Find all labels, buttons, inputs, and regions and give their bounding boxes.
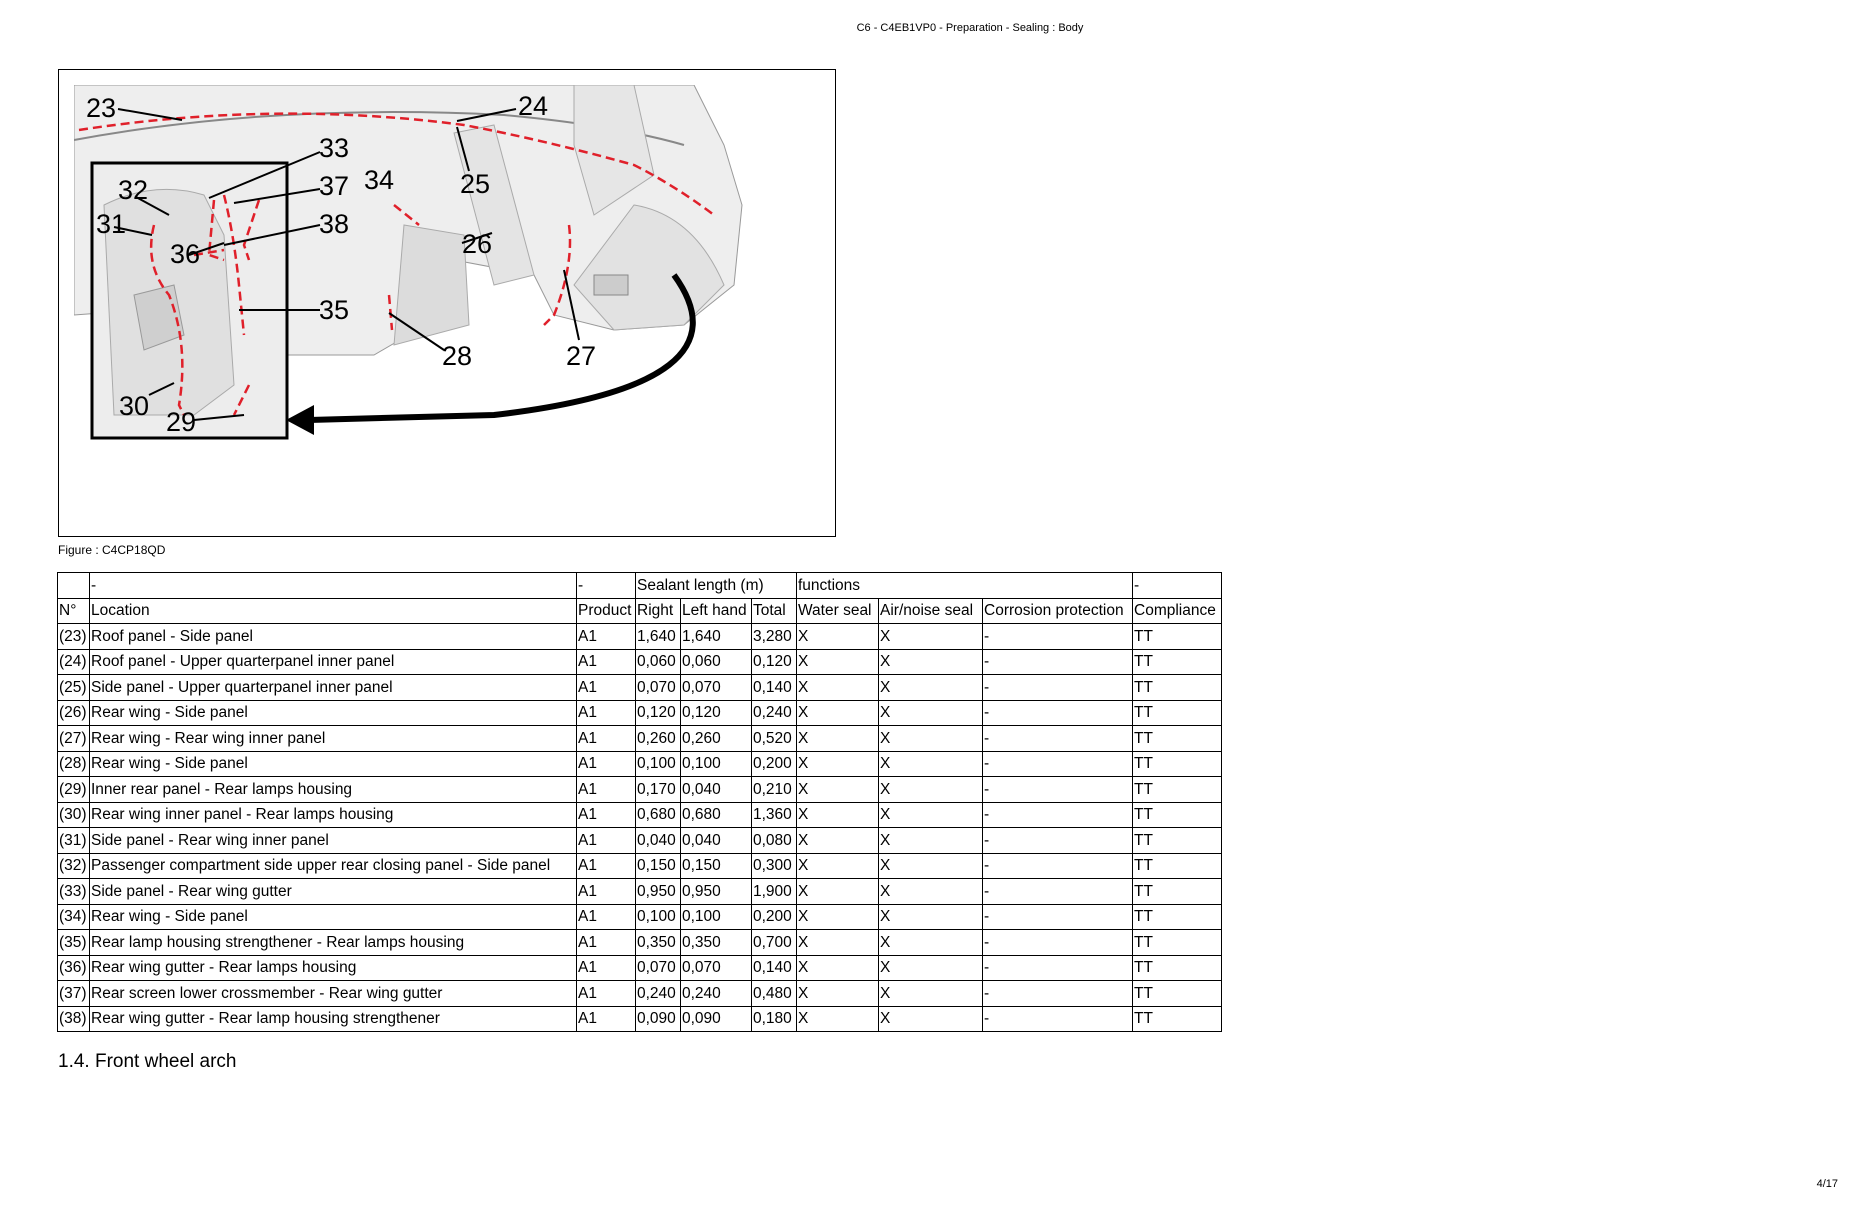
- table-cell: A1: [577, 930, 636, 956]
- table-cell: 1,900: [752, 879, 797, 905]
- table-cell: -: [983, 879, 1133, 905]
- table-cell: X: [797, 802, 879, 828]
- table-cell: 0,100: [636, 751, 681, 777]
- table-cell: 0,950: [681, 879, 752, 905]
- table-cell: A1: [577, 879, 636, 905]
- table-cell: (33): [58, 879, 90, 905]
- table-cell: TT: [1133, 955, 1222, 981]
- table-cell: X: [879, 828, 983, 854]
- table-cell: Rear wing - Side panel: [90, 700, 577, 726]
- table-cell: X: [879, 700, 983, 726]
- page-number: 4/17: [1816, 1178, 1838, 1190]
- table-cell: X: [879, 624, 983, 650]
- table-cell: 0,100: [636, 904, 681, 930]
- table-cell: -: [983, 904, 1133, 930]
- table-cell: X: [879, 1006, 983, 1032]
- table-cell: TT: [1133, 904, 1222, 930]
- table-cell: 0,680: [636, 802, 681, 828]
- table-cell: X: [797, 726, 879, 752]
- table-cell: 0,350: [636, 930, 681, 956]
- table-cell: A1: [577, 726, 636, 752]
- table-row: [58, 981, 1222, 1007]
- table-cell: X: [797, 955, 879, 981]
- table-cell: Roof panel - Upper quarterpanel inner panel: [90, 649, 577, 675]
- table-cell: (28): [58, 751, 90, 777]
- table-header-cell: Corrosion protection: [983, 598, 1133, 624]
- table-row: [58, 726, 1222, 752]
- table-row: [58, 675, 1222, 701]
- table-cell: (31): [58, 828, 90, 854]
- table-cell: 0,140: [752, 955, 797, 981]
- table-cell: -: [983, 649, 1133, 675]
- table-cell: 0,350: [681, 930, 752, 956]
- table-cell: -: [983, 777, 1133, 803]
- callout-35: 35: [319, 295, 350, 325]
- table-header-cell: Total: [752, 598, 797, 624]
- table-cell: Rear wing - Side panel: [90, 751, 577, 777]
- table-cell: (36): [58, 955, 90, 981]
- table-cell: 0,060: [681, 649, 752, 675]
- table-cell: Rear wing gutter - Rear lamps housing: [90, 955, 577, 981]
- table-cell: 0,120: [681, 700, 752, 726]
- table-cell: TT: [1133, 624, 1222, 650]
- table-header-row: [58, 598, 1222, 624]
- table-row: [58, 828, 1222, 854]
- table-cell: 0,260: [681, 726, 752, 752]
- table-cell: A1: [577, 981, 636, 1007]
- table-cell: 0,240: [681, 981, 752, 1007]
- table-cell: X: [797, 751, 879, 777]
- table-cell: 0,070: [636, 675, 681, 701]
- table-cell: A1: [577, 649, 636, 675]
- table-cell: 0,070: [636, 955, 681, 981]
- table-cell: A1: [577, 624, 636, 650]
- table-cell: Rear wing - Side panel: [90, 904, 577, 930]
- figure-frame: [58, 69, 836, 537]
- table-cell: Passenger compartment side upper rear closing panel - Side panel: [90, 853, 577, 879]
- table-cell: A1: [577, 853, 636, 879]
- table-cell: TT: [1133, 981, 1222, 1007]
- table-header-cell: Compliance: [1133, 598, 1222, 624]
- table-cell: 0,150: [681, 853, 752, 879]
- table-cell: -: [983, 802, 1133, 828]
- table-cell: X: [797, 904, 879, 930]
- table-row: [58, 624, 1222, 650]
- table-cell: X: [797, 675, 879, 701]
- table-cell: 0,060: [636, 649, 681, 675]
- table-cell: 0,100: [681, 751, 752, 777]
- table-cell: A1: [577, 700, 636, 726]
- table-cell: -: [983, 955, 1133, 981]
- table-cell: A1: [577, 1006, 636, 1032]
- table-row: [58, 802, 1222, 828]
- table-cell: (35): [58, 930, 90, 956]
- table-cell: A1: [577, 751, 636, 777]
- table-cell: TT: [1133, 879, 1222, 905]
- sealant-table: [57, 572, 1222, 1032]
- table-cell: 0,180: [752, 1006, 797, 1032]
- table-cell: 0,240: [636, 981, 681, 1007]
- table-cell: 0,170: [636, 777, 681, 803]
- table-cell: TT: [1133, 853, 1222, 879]
- table-cell: 0,040: [681, 777, 752, 803]
- table-row: [58, 649, 1222, 675]
- table-header-cell: Left hand: [681, 598, 752, 624]
- callout-38: 38: [319, 209, 350, 239]
- table-cell: 0,120: [636, 700, 681, 726]
- callout-23: 23: [86, 93, 117, 123]
- table-cell: (24): [58, 649, 90, 675]
- callout-37: 37: [319, 171, 350, 201]
- table-cell: X: [797, 777, 879, 803]
- table-header-cell: Air/noise seal: [879, 598, 983, 624]
- table-cell: -: [983, 981, 1133, 1007]
- table-cell: X: [879, 981, 983, 1007]
- table-cell: Rear wing inner panel - Rear lamps housing: [90, 802, 577, 828]
- table-cell: (32): [58, 853, 90, 879]
- table-cell: -: [983, 726, 1133, 752]
- table-cell: X: [879, 955, 983, 981]
- table-cell: TT: [1133, 828, 1222, 854]
- table-row: [58, 700, 1222, 726]
- table-cell: X: [879, 675, 983, 701]
- callout-27: 27: [566, 341, 597, 371]
- table-row: [58, 930, 1222, 956]
- table-cell: 0,680: [681, 802, 752, 828]
- table-cell: 0,210: [752, 777, 797, 803]
- table-cell: (25): [58, 675, 90, 701]
- table-row: [58, 1006, 1222, 1032]
- table-cell: 0,480: [752, 981, 797, 1007]
- table-cell: X: [879, 930, 983, 956]
- table-cell: Side panel - Rear wing gutter: [90, 879, 577, 905]
- table-header-cell: [58, 573, 90, 599]
- table-header-row: [58, 573, 1222, 599]
- callout-26: 26: [462, 229, 493, 259]
- callout-32: 32: [118, 175, 149, 205]
- table-cell: 0,040: [636, 828, 681, 854]
- table-row: [58, 777, 1222, 803]
- table-header-cell: -: [577, 573, 636, 599]
- table-cell: X: [879, 853, 983, 879]
- table-row: [58, 751, 1222, 777]
- table-cell: X: [797, 1006, 879, 1032]
- table-cell: Side panel - Upper quarterpanel inner panel: [90, 675, 577, 701]
- table-cell: A1: [577, 828, 636, 854]
- table-cell: 0,070: [681, 955, 752, 981]
- callout-25: 25: [460, 169, 491, 199]
- table-cell: X: [879, 649, 983, 675]
- figure-caption: Figure : C4CP18QD: [58, 543, 166, 557]
- table-cell: A1: [577, 777, 636, 803]
- table-header-cell: -: [1133, 573, 1222, 599]
- callout-29: 29: [166, 407, 197, 437]
- table-cell: X: [797, 879, 879, 905]
- table-cell: X: [879, 904, 983, 930]
- table-cell: 0,700: [752, 930, 797, 956]
- table-row: [58, 853, 1222, 879]
- table-cell: TT: [1133, 726, 1222, 752]
- callout-34: 34: [364, 165, 395, 195]
- table-cell: 3,280: [752, 624, 797, 650]
- table-header-cell: Water seal: [797, 598, 879, 624]
- table-cell: (23): [58, 624, 90, 650]
- table-cell: A1: [577, 802, 636, 828]
- table-cell: -: [983, 828, 1133, 854]
- table-cell: 0,300: [752, 853, 797, 879]
- table-cell: Inner rear panel - Rear lamps housing: [90, 777, 577, 803]
- table-cell: (34): [58, 904, 90, 930]
- table-cell: X: [797, 853, 879, 879]
- table-cell: Rear wing gutter - Rear lamp housing strengthener: [90, 1006, 577, 1032]
- table-cell: (29): [58, 777, 90, 803]
- table-cell: 0,080: [752, 828, 797, 854]
- callout-24: 24: [518, 91, 549, 121]
- table-cell: Rear lamp housing strengthener - Rear lamps housing: [90, 930, 577, 956]
- table-cell: X: [797, 700, 879, 726]
- table-cell: X: [797, 930, 879, 956]
- sealing-diagram: [74, 85, 822, 523]
- callout-31: 31: [96, 209, 127, 239]
- table-cell: X: [879, 726, 983, 752]
- table-cell: (30): [58, 802, 90, 828]
- table-cell: TT: [1133, 675, 1222, 701]
- table-cell: X: [879, 777, 983, 803]
- table-cell: -: [983, 930, 1133, 956]
- table-cell: Rear wing - Rear wing inner panel: [90, 726, 577, 752]
- table-cell: A1: [577, 904, 636, 930]
- table-cell: (27): [58, 726, 90, 752]
- table-cell: -: [983, 624, 1133, 650]
- table-cell: TT: [1133, 802, 1222, 828]
- table-header-cell: functions: [797, 573, 1133, 599]
- table-cell: -: [983, 853, 1133, 879]
- table-cell: (38): [58, 1006, 90, 1032]
- table-cell: TT: [1133, 751, 1222, 777]
- table-cell: 0,100: [681, 904, 752, 930]
- table-cell: -: [983, 1006, 1133, 1032]
- table-header-cell: Location: [90, 598, 577, 624]
- table-row: [58, 879, 1222, 905]
- table-row: [58, 955, 1222, 981]
- table-cell: Rear screen lower crossmember - Rear wing gutter: [90, 981, 577, 1007]
- table-cell: X: [797, 649, 879, 675]
- table-cell: X: [797, 624, 879, 650]
- page-header: C6 - C4EB1VP0 - Preparation - Sealing : Body: [856, 22, 1084, 34]
- table-cell: 0,090: [636, 1006, 681, 1032]
- table-cell: X: [797, 828, 879, 854]
- table-cell: 0,950: [636, 879, 681, 905]
- callout-33: 33: [319, 133, 350, 163]
- table-cell: 0,520: [752, 726, 797, 752]
- table-cell: 0,090: [681, 1006, 752, 1032]
- table-row: [58, 904, 1222, 930]
- table-cell: X: [879, 802, 983, 828]
- callout-36: 36: [170, 239, 201, 269]
- table-cell: Roof panel - Side panel: [90, 624, 577, 650]
- table-cell: -: [983, 700, 1133, 726]
- table-cell: 1,360: [752, 802, 797, 828]
- table-header-cell: Sealant length (m): [636, 573, 797, 599]
- section-heading: 1.4. Front wheel arch: [58, 1051, 237, 1072]
- table-cell: -: [983, 675, 1133, 701]
- table-cell: (37): [58, 981, 90, 1007]
- table-cell: 0,200: [752, 751, 797, 777]
- table-cell: 0,240: [752, 700, 797, 726]
- table-cell: 0,140: [752, 675, 797, 701]
- table-cell: 0,150: [636, 853, 681, 879]
- table-cell: 0,040: [681, 828, 752, 854]
- table-cell: Side panel - Rear wing inner panel: [90, 828, 577, 854]
- table-cell: 1,640: [636, 624, 681, 650]
- table-cell: TT: [1133, 1006, 1222, 1032]
- table-header-cell: -: [90, 573, 577, 599]
- table-cell: TT: [1133, 649, 1222, 675]
- table-header-cell: Product: [577, 598, 636, 624]
- table-cell: 0,260: [636, 726, 681, 752]
- table-cell: X: [879, 751, 983, 777]
- table-cell: -: [983, 751, 1133, 777]
- table-cell: TT: [1133, 777, 1222, 803]
- table-cell: 1,640: [681, 624, 752, 650]
- table-cell: TT: [1133, 930, 1222, 956]
- callout-30: 30: [119, 391, 150, 421]
- table-cell: (26): [58, 700, 90, 726]
- callout-28: 28: [442, 341, 473, 371]
- table-cell: A1: [577, 955, 636, 981]
- table-cell: 0,200: [752, 904, 797, 930]
- table-header-cell: N°: [58, 598, 90, 624]
- table-cell: X: [879, 879, 983, 905]
- table-cell: X: [797, 981, 879, 1007]
- table-cell: 0,070: [681, 675, 752, 701]
- table-header-cell: Right: [636, 598, 681, 624]
- table-cell: 0,120: [752, 649, 797, 675]
- table-cell: A1: [577, 675, 636, 701]
- table-cell: TT: [1133, 700, 1222, 726]
